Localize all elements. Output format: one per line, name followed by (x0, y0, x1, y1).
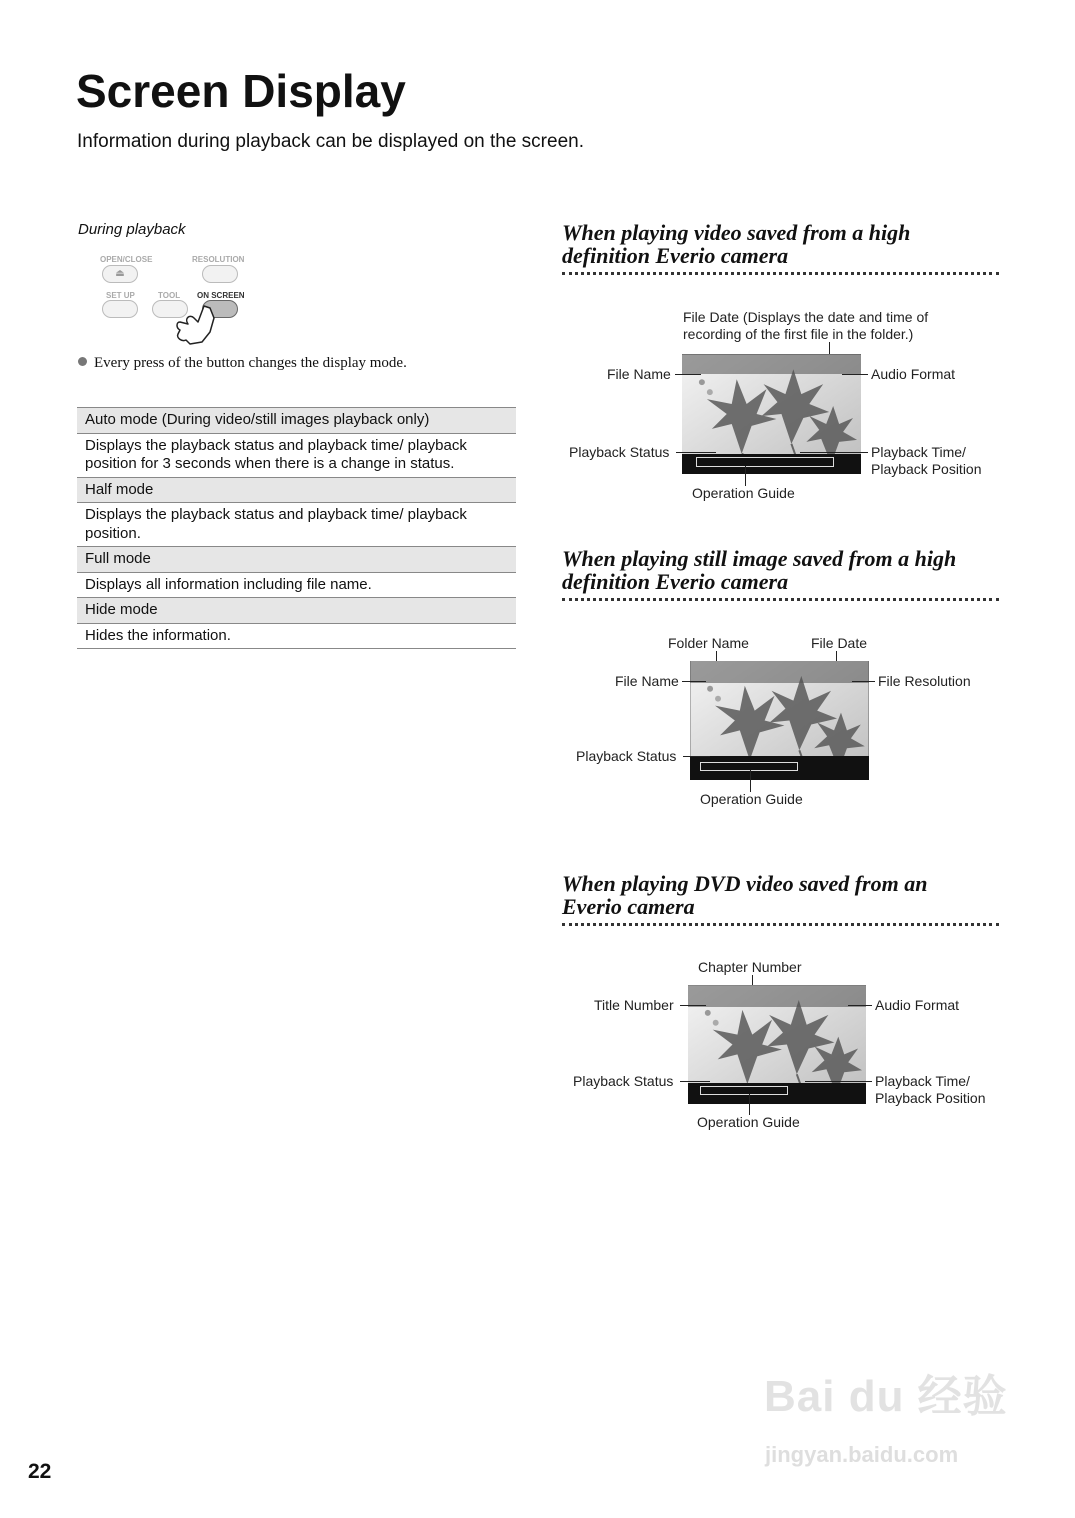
display-modes-table (77, 407, 516, 649)
label-playback-status: Playback Status (576, 748, 677, 764)
leader-line (680, 1081, 710, 1082)
mode-desc: Hides the information. (77, 623, 516, 649)
mode-name: Half mode (77, 477, 516, 503)
during-playback-label: During playback (78, 221, 186, 238)
resolution-button[interactable] (202, 265, 238, 283)
label-folder-name: Folder Name (668, 635, 749, 651)
open-close-label: OPEN/CLOSE (100, 255, 153, 264)
label-file-name: File Name (607, 366, 671, 382)
baidu-watermark-logo: Bai du 经验 (764, 1372, 1008, 1421)
screen-dvd-video (688, 985, 866, 1104)
section-heading-hd-still: When playing still image saved from a high definition Everio camera (562, 547, 999, 601)
label-chapter-number: Chapter Number (698, 959, 802, 975)
eject-icon: ⏏ (115, 268, 125, 279)
leader-line (676, 452, 716, 453)
label-playback-status: Playback Status (569, 444, 670, 460)
mode-desc: Displays the playback status and playback time/ playback position. (77, 503, 516, 547)
label-file-date: File Date (811, 635, 868, 651)
screen-hd-still (690, 661, 869, 780)
mode-desc: Displays the playback status and playback time/ playback position for 3 seconds when there is a change in status. (77, 433, 516, 477)
resolution-label: RESOLUTION (192, 255, 245, 264)
leader-line (848, 1005, 872, 1006)
leader-line (675, 374, 701, 375)
bullet-icon (78, 357, 87, 366)
label-audio-format: Audio Format (875, 997, 960, 1013)
leader-line (680, 1005, 706, 1006)
leader-line (805, 1081, 872, 1082)
section-heading-hd-video: When playing video saved from a high definition Everio camera (562, 221, 999, 275)
leader-line (842, 374, 868, 375)
label-playback-time: Playback Time/ Playback Position (871, 444, 982, 477)
leader-line (682, 681, 706, 682)
label-playback-status: Playback Status (573, 1073, 674, 1089)
baidu-watermark-url: jingyan.baidu.com (765, 1442, 959, 1467)
label-playback-time: Playback Time/ Playback Position (875, 1073, 986, 1106)
label-file-date: File Date (Displays the date and time of recording of the first file in the folder.) (683, 309, 929, 342)
label-operation-guide: Operation Guide (697, 1114, 800, 1130)
page-subtitle: Information during playback can be displayed on the screen. (77, 131, 584, 152)
mode-desc: Displays all information including file name. (77, 572, 516, 598)
set-up-label: SET UP (106, 291, 135, 300)
label-audio-format: Audio Format (871, 366, 956, 382)
page-number: 22 (28, 1460, 52, 1483)
page-title: Screen Display (76, 65, 406, 117)
label-title-number: Title Number (594, 997, 674, 1013)
leader-line (750, 770, 751, 792)
leader-line (745, 466, 746, 486)
label-file-name: File Name (615, 673, 679, 689)
leader-line (749, 1094, 750, 1115)
mode-name: Auto mode (During video/still images playback only) (77, 408, 516, 434)
open-close-button[interactable] (102, 265, 138, 283)
leader-line (800, 452, 868, 453)
remote-illustration (96, 252, 256, 347)
section-heading-dvd-video: When playing DVD video saved from an Everio camera (562, 872, 999, 926)
leader-line (852, 681, 875, 682)
set-up-button[interactable] (102, 300, 138, 318)
pointing-hand-icon (170, 304, 220, 348)
label-file-resolution: File Resolution (878, 673, 971, 689)
bullet-note: Every press of the button changes the display mode. (78, 355, 407, 372)
mode-name: Full mode (77, 547, 516, 573)
on-screen-label: ON SCREEN (197, 291, 245, 300)
tool-label: TOOL (158, 291, 181, 300)
leader-line (683, 756, 710, 757)
screen-hd-video (682, 354, 861, 474)
label-operation-guide: Operation Guide (692, 485, 795, 501)
label-operation-guide: Operation Guide (700, 791, 803, 807)
mode-name: Hide mode (77, 598, 516, 624)
